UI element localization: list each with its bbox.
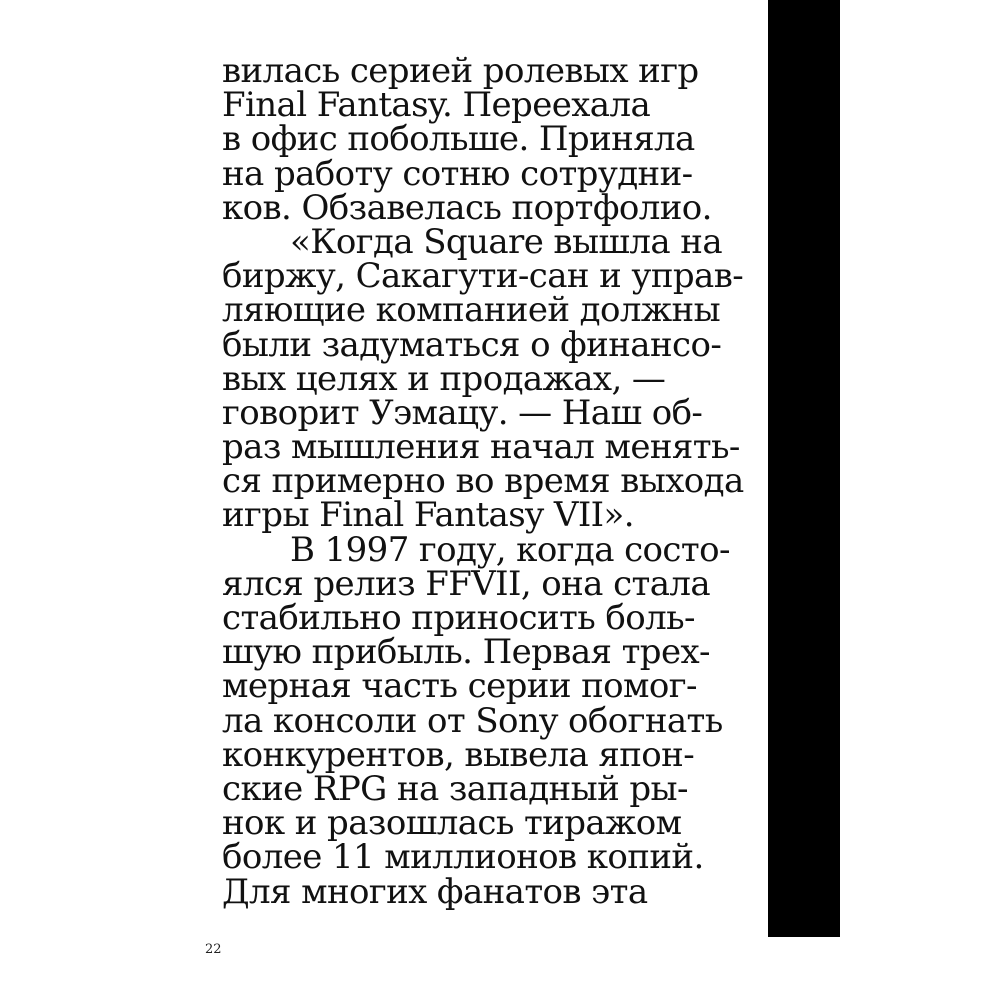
text-line: ков. Обзавелась портфолио. bbox=[222, 187, 712, 228]
text-line: Для многих фанатов эта bbox=[222, 871, 648, 912]
text-line: раз мышления начал менять- bbox=[222, 427, 740, 468]
page-number: 22 bbox=[205, 942, 222, 957]
text-line: ские RPG на западный ры- bbox=[222, 768, 688, 809]
text-line: нок и разошлась тиражом bbox=[222, 803, 682, 844]
text-line: на работу сотню сотрудни- bbox=[222, 153, 693, 194]
text-line: более 11 миллионов копий. bbox=[222, 837, 704, 878]
text-line-paragraph-start: «Когда Square вышла на bbox=[290, 221, 723, 262]
text-line: говорит Уэмацу. — Наш об- bbox=[222, 392, 703, 433]
text-line: биржу, Сакагути-сан и управ- bbox=[222, 256, 744, 297]
text-line: стабильно приносить боль- bbox=[222, 598, 695, 638]
text-line: шую прибыль. Первая трех- bbox=[222, 632, 710, 673]
black-edge-bar bbox=[768, 0, 840, 937]
text-line: ялся релиз FFVII, она стала bbox=[222, 563, 711, 604]
text-line: Final Fantasy. Переехала bbox=[222, 85, 651, 126]
text-line: в офис побольше. Приняла bbox=[222, 119, 695, 160]
text-line: мерная часть серии помог- bbox=[222, 666, 697, 707]
text-line: ла консоли от Sony обогнать bbox=[222, 700, 723, 741]
text-line: конкурентов, вывела япон- bbox=[222, 734, 695, 775]
text-line: игры Final Fantasy VII». bbox=[222, 495, 634, 536]
text-line: вых целях и продажах, — bbox=[222, 358, 666, 399]
text-line: ся примерно во время выхода bbox=[222, 461, 744, 502]
text-line-paragraph-start: В 1997 году, когда состо- bbox=[290, 529, 730, 570]
text-line: были задуматься о финансо- bbox=[222, 324, 722, 365]
text-line: вилась серией ролевых игр bbox=[222, 51, 699, 91]
text-line: ляющие компанией должны bbox=[222, 290, 721, 331]
body-text bbox=[222, 51, 744, 912]
